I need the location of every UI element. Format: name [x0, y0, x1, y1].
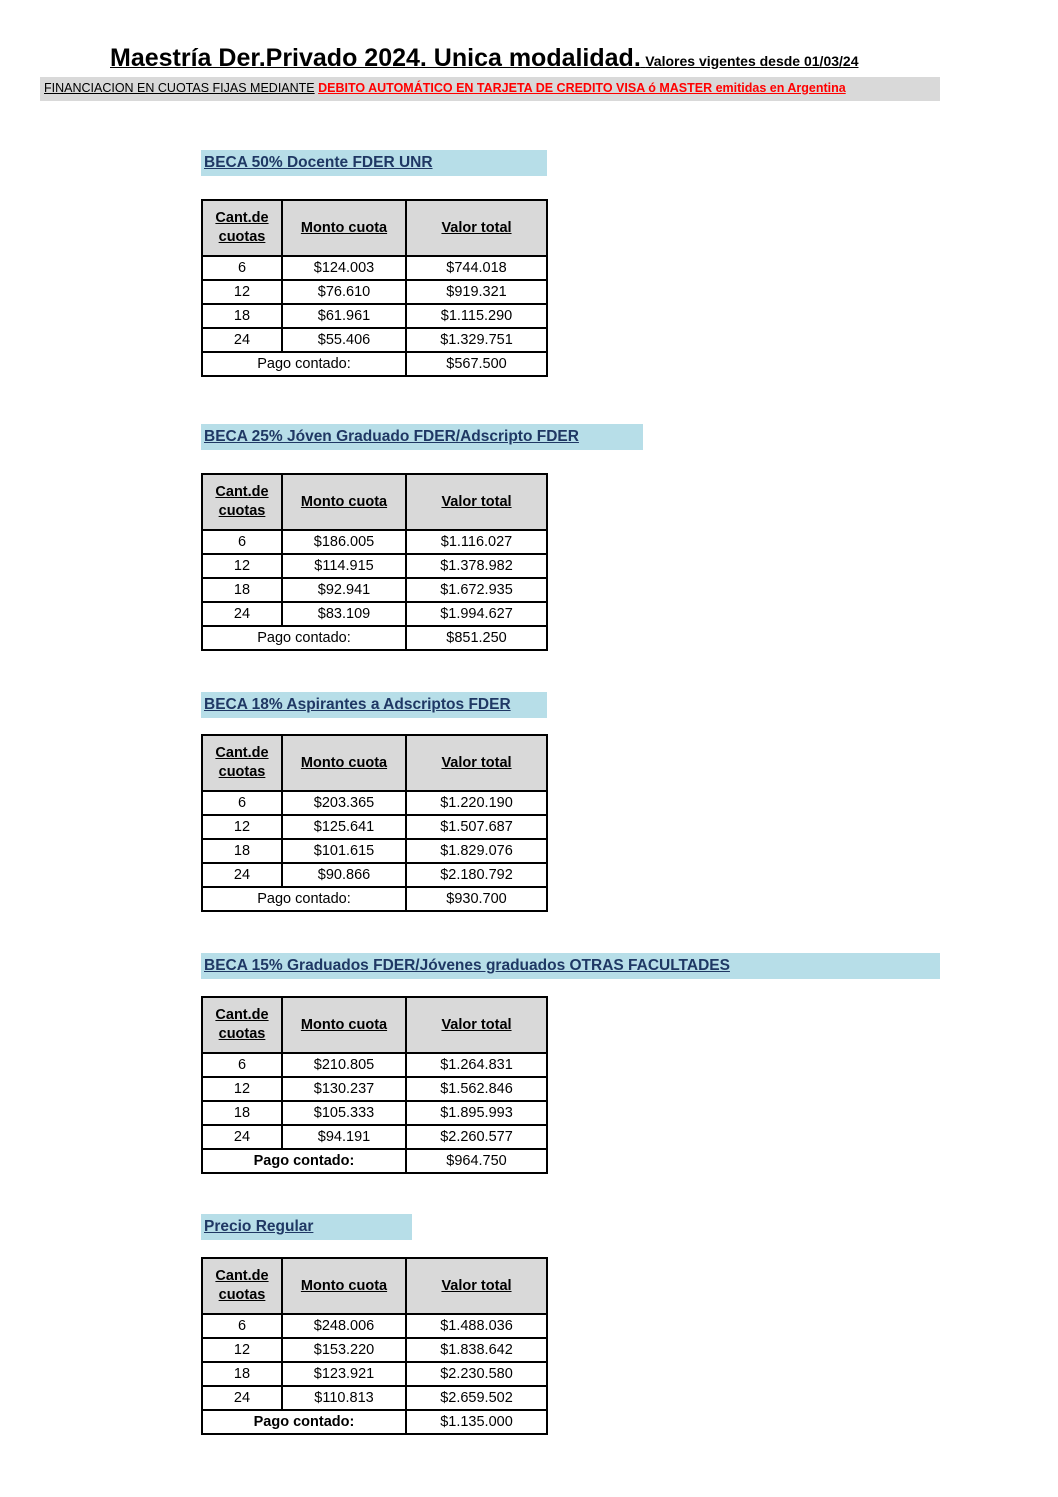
table-header-row [202, 474, 547, 530]
col-header-monto: Monto cuota [282, 735, 406, 791]
cash-payment-label: Pago contado: [202, 626, 406, 650]
col-header-total: Valor total [406, 200, 547, 256]
page-title [110, 44, 858, 73]
cash-payment-row [202, 1410, 547, 1434]
col-header-cuotas: Cant.de cuotas [202, 735, 282, 791]
financing-prefix: FINANCIACION EN CUOTAS FIJAS MEDIANTE [44, 81, 315, 95]
table-header-row [202, 997, 547, 1053]
section-title: Precio Regular [201, 1214, 412, 1240]
cash-payment-value: $1.135.000 [406, 1410, 547, 1434]
col-header-total: Valor total [406, 997, 547, 1053]
cash-payment-value: $964.750 [406, 1149, 547, 1173]
col-header-cuotas: Cant.de cuotas [202, 1258, 282, 1314]
table-row: 18 $123.921 $2.230.580 [202, 1362, 547, 1386]
page-title-note: Valores vigentes desde 01/03/24 [645, 53, 859, 69]
section-title: BECA 18% Aspirantes a Adscriptos FDER [201, 692, 547, 718]
cash-payment-row [202, 887, 547, 911]
table-row: 6 $124.003 $744.018 [202, 256, 547, 280]
cash-payment-value: $930.700 [406, 887, 547, 911]
col-header-total: Valor total [406, 1258, 547, 1314]
col-header-total: Valor total [406, 735, 547, 791]
cash-payment-value: $851.250 [406, 626, 547, 650]
table-row: 18 $61.961 $1.115.290 [202, 304, 547, 328]
table-row: 24 $90.866 $2.180.792 [202, 863, 547, 887]
table-row: 18 $92.941 $1.672.935 [202, 578, 547, 602]
col-header-cuotas: Cant.de cuotas [202, 200, 282, 256]
financing-banner [40, 77, 940, 101]
cash-payment-row [202, 1149, 547, 1173]
cash-payment-label: Pago contado: [202, 352, 406, 376]
table-row: 18 $101.615 $1.829.076 [202, 839, 547, 863]
price-section [201, 1214, 513, 1430]
table-row: 6 $248.006 $1.488.036 [202, 1314, 547, 1338]
table-row: 12 $76.610 $919.321 [202, 280, 547, 304]
table-row: 6 $186.005 $1.116.027 [202, 530, 547, 554]
table-row: 24 $110.813 $2.659.502 [202, 1386, 547, 1410]
price-table [201, 199, 548, 377]
price-section [201, 953, 940, 1169]
table-row: 18 $105.333 $1.895.993 [202, 1101, 547, 1125]
price-section [201, 424, 643, 646]
table-row: 12 $114.915 $1.378.982 [202, 554, 547, 578]
section-title: BECA 25% Jóven Graduado FDER/Adscripto FDER [201, 424, 643, 450]
financing-highlight: DEBITO AUTOMÁTICO EN TARJETA DE CREDITO VISA ó MASTER emitidas en Argentina [318, 81, 846, 95]
section-title: BECA 15% Graduados FDER/Jóvenes graduados OTRAS FACULTADES [201, 953, 940, 979]
col-header-monto: Monto cuota [282, 997, 406, 1053]
col-header-monto: Monto cuota [282, 200, 406, 256]
col-header-monto: Monto cuota [282, 474, 406, 530]
cash-payment-label: Pago contado: [202, 1149, 406, 1173]
section-title: BECA 50% Docente FDER UNR [201, 150, 547, 176]
price-table [201, 734, 548, 912]
price-section [201, 692, 547, 907]
table-row: 24 $83.109 $1.994.627 [202, 602, 547, 626]
col-header-total: Valor total [406, 474, 547, 530]
table-row: 24 $94.191 $2.260.577 [202, 1125, 547, 1149]
price-table [201, 473, 548, 651]
table-row: 24 $55.406 $1.329.751 [202, 328, 547, 352]
cash-payment-label: Pago contado: [202, 887, 406, 911]
table-header-row [202, 735, 547, 791]
table-row: 6 $203.365 $1.220.190 [202, 791, 547, 815]
page-title-main: Maestría Der.Privado 2024. Unica modalidad. [110, 44, 641, 72]
cash-payment-row [202, 352, 547, 376]
table-row: 12 $125.641 $1.507.687 [202, 815, 547, 839]
table-row: 6 $210.805 $1.264.831 [202, 1053, 547, 1077]
col-header-monto: Monto cuota [282, 1258, 406, 1314]
col-header-cuotas: Cant.de cuotas [202, 474, 282, 530]
table-row: 12 $153.220 $1.838.642 [202, 1338, 547, 1362]
price-table [201, 996, 548, 1174]
price-table [201, 1257, 548, 1435]
table-header-row [202, 1258, 547, 1314]
cash-payment-row [202, 626, 547, 650]
table-row: 12 $130.237 $1.562.846 [202, 1077, 547, 1101]
cash-payment-value: $567.500 [406, 352, 547, 376]
cash-payment-label: Pago contado: [202, 1410, 406, 1434]
price-section [201, 150, 547, 372]
table-header-row [202, 200, 547, 256]
col-header-cuotas: Cant.de cuotas [202, 997, 282, 1053]
